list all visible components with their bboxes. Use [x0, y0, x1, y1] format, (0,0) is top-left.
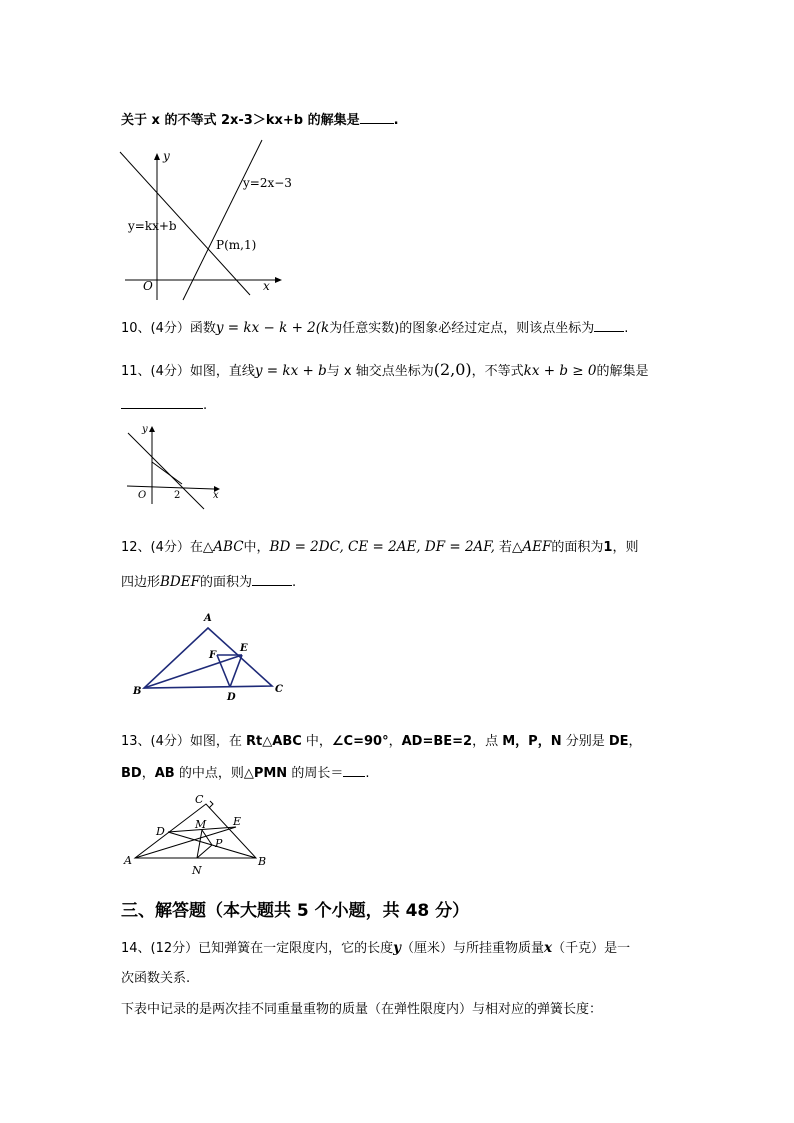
q11-line-2: [152, 462, 182, 484]
q12-seg-be: [144, 655, 242, 688]
q12-triangle-abc: [144, 628, 272, 688]
q12-label-f: F: [209, 650, 217, 661]
q13-triangle-abc: [135, 804, 256, 858]
q13-label-b: B: [258, 855, 267, 868]
q13-label-a: A: [124, 854, 132, 867]
q14-text-line2: 次函数关系.: [121, 971, 191, 986]
q13-figure: [118, 790, 273, 880]
q13-label-p: P: [215, 837, 223, 850]
q9-label-x: x: [263, 279, 270, 293]
q12-text: 12、(4分）在△ABC中，BD = 2DC, CE = 2AE, DF = 2AF, 若△AEF的面积为1，则: [121, 539, 639, 555]
q12-label-e: E: [240, 643, 248, 654]
q11-answer-line: .: [121, 396, 207, 413]
q13-label-d: D: [156, 825, 165, 838]
q9-text: 关于 x 的不等式 2x-3＞kx+b 的解集是 .: [121, 113, 399, 128]
section-heading: 三、解答题（本大题共 5 个小题，共 48 分）: [121, 901, 470, 921]
q9-label-o: O: [143, 279, 153, 293]
q13-label-n: N: [192, 864, 202, 877]
q9-label-line1: y=2x−3: [243, 176, 292, 190]
answer-blank: [121, 396, 203, 409]
q12-figure: [130, 608, 290, 703]
q9-x-arrow: [275, 277, 282, 283]
q12-label-c: C: [275, 684, 283, 695]
q12-label-d: D: [227, 692, 236, 703]
answer-blank: [594, 319, 624, 332]
q9-y-arrow: [154, 153, 160, 160]
answer-blank: [343, 764, 365, 777]
q11-label-y: y: [142, 424, 148, 435]
q11-text: 11、(4分）如图，直线y = kx + b与 x 轴交点坐标为(2,0)，不等式kx + b ≥ 0的解集是: [121, 360, 649, 379]
q12-seg-ed: [230, 655, 242, 687]
answer-blank: [252, 573, 292, 586]
q13-text: 13、(4分）如图，在 Rt△ABC 中，∠C=90°，AD=BE=2，点 M，P，N 分别是 DE，: [121, 734, 642, 749]
q9-line-2x3: [183, 140, 262, 300]
q14-text: 14、(12分）已知弹簧在一定限度内，它的长度y（厘米）与所挂重物质量x（千克）是一: [121, 940, 631, 956]
q11-label-x: x: [213, 490, 219, 501]
q12-label-a: A: [204, 613, 212, 624]
q13-right-angle: [209, 801, 213, 808]
q9-label-line2: y=kx+b: [128, 219, 177, 233]
q9-label-point: P(m,1): [216, 238, 257, 252]
q11-figure: [122, 422, 227, 512]
q12-label-b: B: [133, 686, 142, 697]
q13-text-line2: BD，AB 的中点，则△PMN 的周长＝ .: [121, 766, 370, 781]
q13-label-e: E: [233, 815, 242, 828]
q13-label-c: C: [195, 793, 204, 806]
q11-label-2: 2: [174, 490, 181, 501]
q13-label-m: M: [195, 818, 207, 831]
q10-text: 10、(4分）函数y = kx − k + 2(k为任意实数)的图象必经过定点，则该点坐标为 .: [121, 320, 629, 336]
answer-blank: [360, 111, 394, 124]
q11-label-o: O: [138, 490, 147, 501]
q12-text-line2: 四边形BDEF的面积为 .: [121, 574, 297, 590]
q11-x-axis: [127, 486, 214, 489]
q9-figure: [115, 140, 300, 305]
q11-y-arrow: [149, 426, 155, 432]
q9-label-y: y: [163, 149, 170, 163]
q14-text-line3: 下表中记录的是两次挂不同重量重物的质量（在弹性限度内）与相对应的弹簧长度：: [121, 1002, 603, 1017]
